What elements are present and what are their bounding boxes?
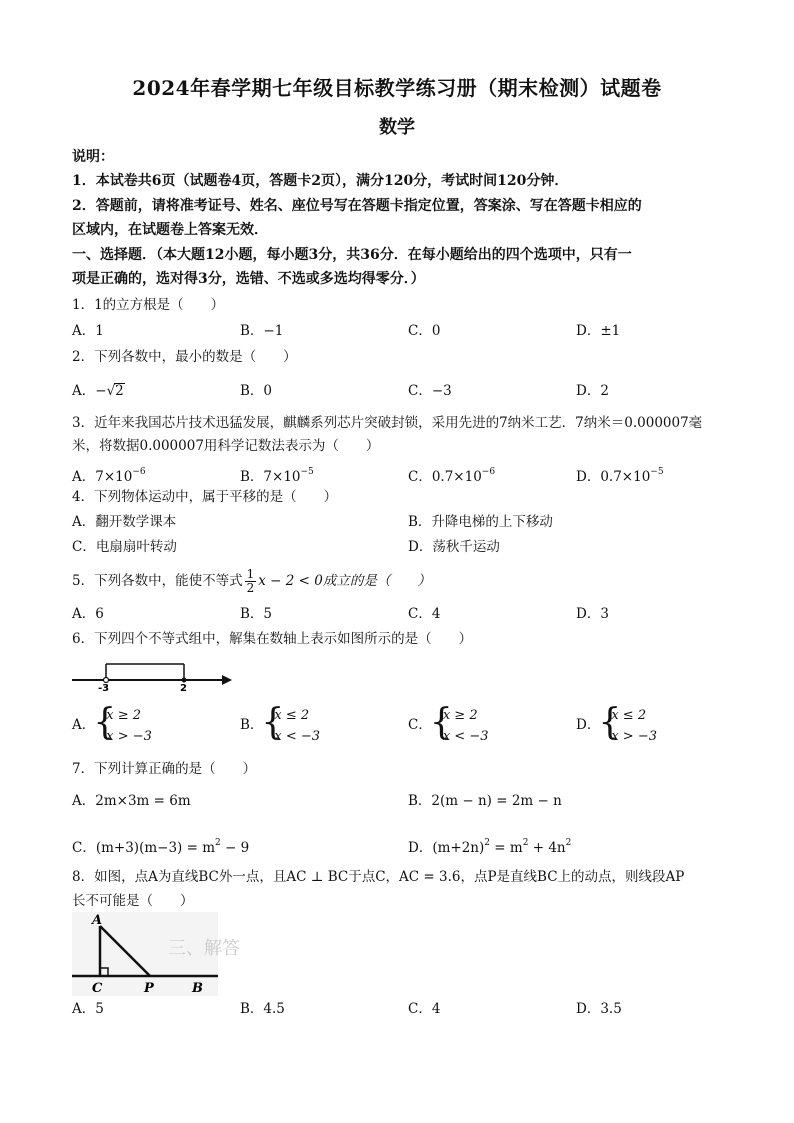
q3-option-a-exp: −6: [132, 467, 146, 477]
q3-option-b-exp: −5: [300, 467, 314, 477]
sqrt-sign-icon: √: [106, 383, 116, 399]
q7-option-d-exp-3: 2: [565, 838, 572, 848]
q7-option-b: B．2(m − n) = 2m − n: [408, 793, 562, 809]
q6-option-b-system: [261, 701, 321, 747]
section-1-header-cont: 项是正确的，选对得3分，选错、不选或多选均得零分．）: [72, 271, 425, 287]
q7-option-d-exp-1: 2: [484, 838, 490, 848]
q6-option-d-row-2: x > −3: [611, 728, 657, 744]
open-point-icon: [104, 678, 109, 683]
q5-fraction-numerator: 1: [246, 567, 255, 581]
q2-option-a: [72, 380, 125, 402]
q6-option-c: [408, 701, 489, 747]
q4-option-b: B．升降电梯的上下移动: [408, 514, 553, 530]
q5-stem-prefix: 5．下列各数中，能使不等式: [72, 573, 243, 589]
q1-option-d: D．±1: [576, 323, 621, 339]
note-1: 1．本试卷共6页（试题卷4页，答题卡2页），满分120分，考试时间120分钟．: [72, 173, 569, 189]
point-b-label: B: [192, 981, 203, 996]
q3-option-c: [408, 461, 495, 488]
q6-option-b-label: B．: [240, 717, 264, 733]
q7-option-c: [72, 832, 249, 859]
point-p-label: P: [144, 981, 154, 996]
q8-option-b: B．4.5: [240, 1001, 285, 1017]
q2-option-d: D．2: [576, 383, 609, 399]
q2-option-c: C．−3: [408, 383, 452, 399]
q3-option-c-exp: −6: [481, 467, 496, 477]
q2-stem: 2．下列各数中，最小的数是（ ）: [72, 349, 297, 365]
notes-heading: 说明：: [72, 149, 114, 165]
closed-point-icon: [182, 678, 187, 683]
q7-option-d-exp-2: 2: [522, 838, 529, 848]
q5-option-c: C．4: [408, 606, 441, 622]
q1-option-a: A．1: [72, 323, 104, 339]
brace-icon: {: [429, 701, 453, 743]
q6-option-d: [576, 701, 657, 747]
brace-icon: {: [598, 701, 622, 743]
q7-stem: 7．下列计算正确的是（ ）: [72, 761, 257, 777]
q5-option-a: A．6: [72, 606, 104, 622]
q6-option-b: [240, 701, 321, 747]
q3-stem-line-1: 3．近年来我国芯片技术迅猛发展，麒麟系列芯片突破封锁，采用先进的7纳米工艺．7纳米＝0.000007毫: [72, 415, 703, 431]
q3-stem-line-2: 米，将数据0.000007用科学记数法表示为（ ）: [72, 438, 380, 454]
q6-option-c-row-2: x < −3: [442, 728, 489, 744]
q3-option-d-base: D．0.7×10: [576, 469, 651, 485]
q6-option-b-row-1: x ≤ 2: [274, 707, 310, 723]
q1-option-c: C．0: [408, 323, 441, 339]
q3-option-d-exp: −5: [650, 467, 664, 477]
section-1-header: 一、选择题．（本大题12小题，每小题3分，共36分．在每小题给出的四个选项中，只有一: [72, 247, 632, 263]
q5-option-d: D．3: [576, 606, 609, 622]
number-line-figure: [72, 656, 232, 692]
q6-option-d-row-1: x ≤ 2: [611, 707, 647, 723]
q3-option-a: [72, 461, 146, 488]
figure-watermark-text: 三、解答: [168, 938, 240, 959]
q5-fraction-denominator: 2: [246, 581, 255, 595]
axis-label-left: -3: [98, 683, 110, 694]
q4-option-a: A．翻开数学课本: [72, 514, 177, 530]
q7-option-d-mid-2: + 4n: [528, 840, 566, 856]
q6-option-d-system: [598, 701, 657, 747]
q2-option-a-radicand: 2: [115, 383, 124, 399]
q4-stem: 4．下列物体运动中，属于平移的是（ ）: [72, 489, 338, 505]
brace-icon: {: [93, 701, 117, 743]
brace-icon: {: [261, 701, 285, 743]
number-line-arrow-icon: [222, 675, 232, 685]
q2-option-a-prefix: A．−: [72, 383, 107, 399]
q5-option-b: B．5: [240, 606, 273, 622]
triangle-figure: [72, 912, 240, 996]
q7-option-c-tail: − 9: [220, 840, 250, 856]
q5-stem: [72, 568, 732, 595]
q6-stem: 6．下列四个不等式组中，解集在数轴上表示如图所示的是（ ）: [72, 631, 473, 647]
q6-option-b-row-2: x < −3: [274, 728, 321, 744]
q3-option-b-base: B．7×10: [240, 469, 301, 485]
q8-option-a: A．5: [72, 1001, 104, 1017]
subject-title: 数学: [379, 117, 415, 138]
q6-option-c-label: C．: [408, 717, 432, 733]
q7-option-c-base: C．(m+3)(m−3) = m: [72, 840, 215, 856]
q6-option-a-system: [93, 701, 152, 747]
q6-option-a: [72, 701, 152, 747]
q5-stem-suffix: x − 2 < 0成立的是（ ）: [258, 573, 431, 589]
note-2-line-1: 2．答题前，请将准考证号、姓名、座位号写在答题卡指定位置，答案涂、写在答题卡相应的: [72, 198, 642, 214]
q7-option-d-mid: = m: [490, 840, 523, 856]
q6-option-d-label: D．: [576, 717, 601, 733]
q7-option-a: A．2m×3m = 6m: [72, 793, 191, 809]
q7-option-c-exp: 2: [215, 838, 221, 848]
q6-option-a-row-2: x > −3: [106, 728, 152, 744]
q8-option-d: D．3.5: [576, 1001, 622, 1017]
q3-option-c-base: C．0.7×10: [408, 469, 482, 485]
exam-title: 2024年春学期七年级目标教学练习册（期末检测）试题卷: [132, 76, 662, 100]
q2-option-b: B．0: [240, 383, 273, 399]
q6-option-c-row-1: x ≥ 2: [442, 707, 478, 723]
q1-stem: 1．1的立方根是（ ）: [72, 297, 225, 313]
axis-label-right: 2: [180, 683, 187, 694]
q6-option-a-label: A．: [72, 717, 96, 733]
q1-option-b: B．−1: [240, 323, 284, 339]
q8-option-c: C．4: [408, 1001, 441, 1017]
q5-fraction: [245, 568, 257, 595]
q3-option-b: [240, 461, 314, 488]
q6-option-a-row-1: x ≥ 2: [106, 707, 142, 723]
q4-option-c: C．电扇扇叶转动: [72, 539, 177, 555]
note-2-line-2: 区域内，在试题卷上答案无效．: [72, 222, 268, 238]
q4-option-d: D．荡秋千运动: [408, 539, 500, 555]
q3-option-d: [576, 461, 664, 488]
q8-stem-line-1: 8．如图，点A为直线BC外一点，且AC ⊥ BC于点C，AC = 3.6，点P是直线BC上的动点，则线段AP: [72, 869, 685, 885]
q8-stem-line-2: 长不可能是（ ）: [72, 893, 194, 909]
q3-option-a-base: A．7×10: [72, 469, 133, 485]
point-a-label: A: [92, 913, 103, 928]
q6-option-c-system: [429, 701, 489, 747]
point-c-label: C: [92, 981, 103, 996]
q7-option-d: [408, 832, 571, 859]
q7-option-d-base: D．(m+2n): [408, 840, 485, 856]
